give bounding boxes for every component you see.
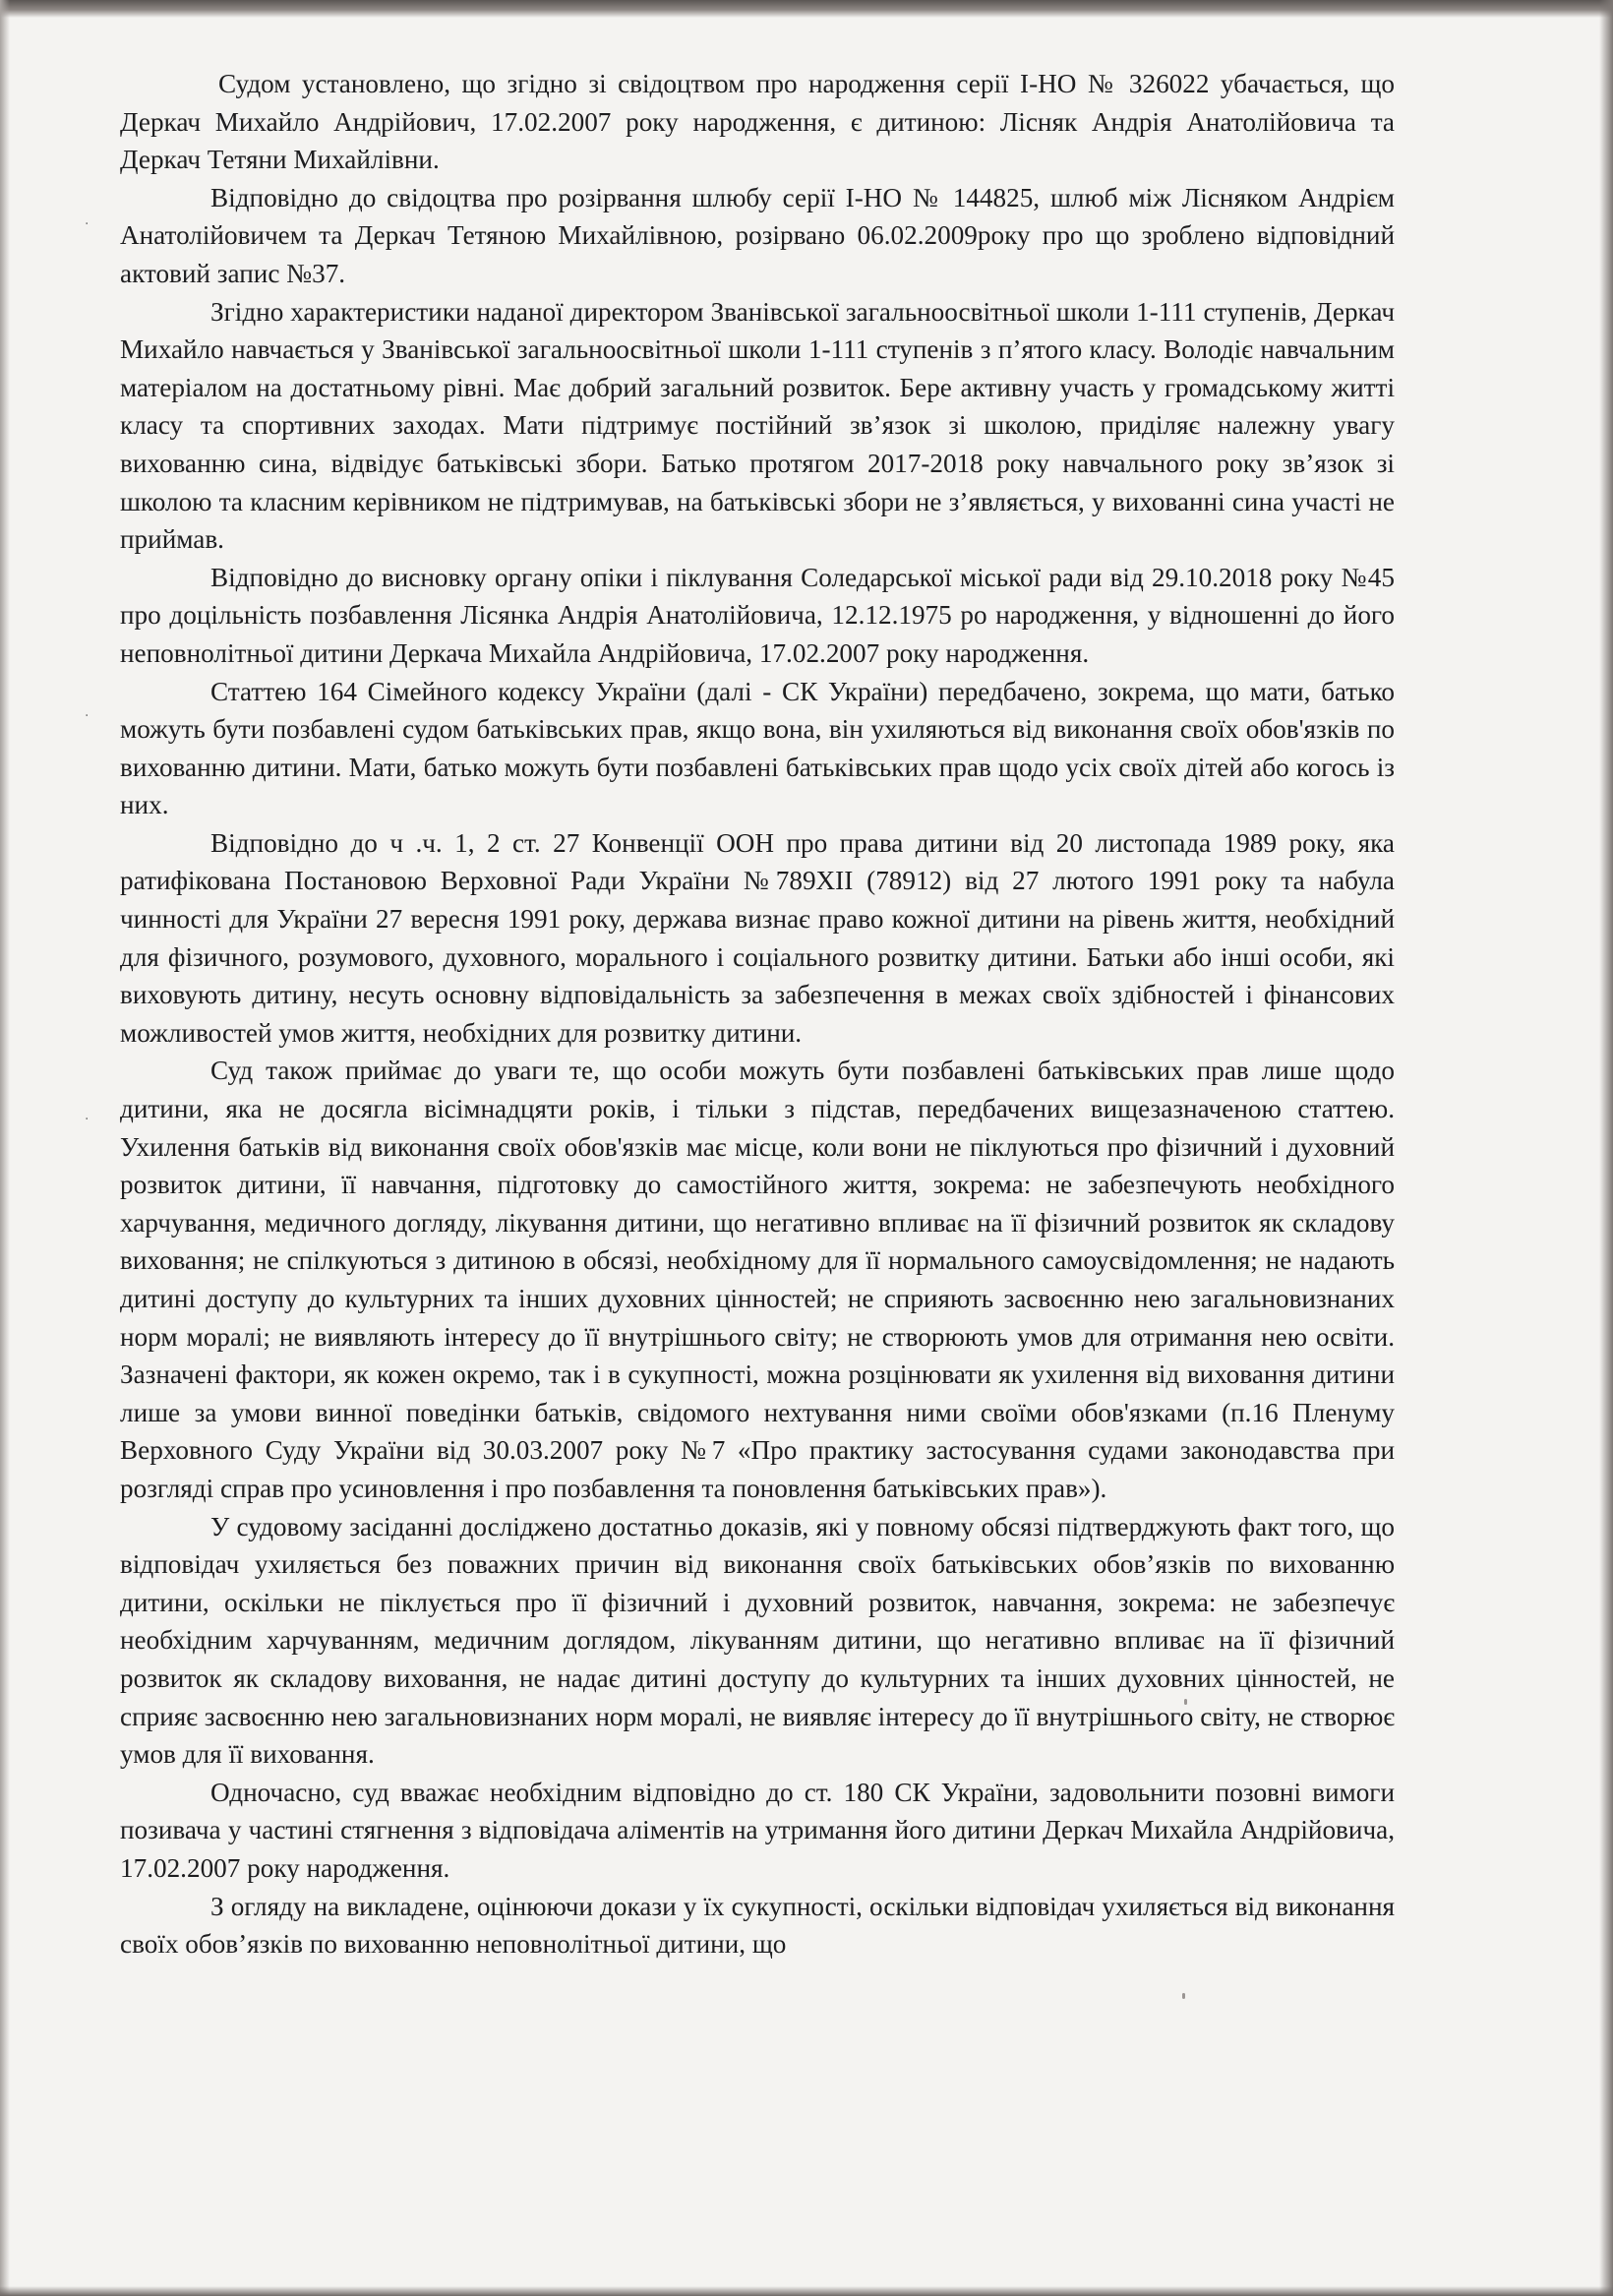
court-decision-text: [120, 65, 1395, 1964]
paragraph: У судовому засіданні досліджено достатньо доказів, які у повному обсязі підтверджують факт того, що відповідач ухиляється без поважних причин від виконання своїх батьківських обов’язків по вихованню дитини, оскільки не піклується про її фізичний і духовний розвиток, навчання, зокрема: не забезпечує необхідним харчуванням, медичним доглядом, лікуванням дитини, що негативно впливає на її фізичний розвиток як складову виховання, не надає дитині доступу до культурних та інших духовних цінностей, не сприяє засвоєнню нею загальновизнаних норм моралі, не виявляє інтересу до її внутрішнього світу, не створює умов для її виховання.: [120, 1511, 1395, 1770]
paragraph: Одночасно, суд вважає необхідним відповідно до ст. 180 СК України, задовольнити позовні вимоги позивача у частині стягнення з відповідача аліментів на утримання його дитини Деркач Михайла Андрійовича, 17.02.2007 року народження.: [120, 1777, 1395, 1883]
scan-speck: [1182, 1993, 1185, 1999]
paragraph: Згідно характеристики наданої директором Званівської загальноосвітньої школи 1-111 ступенів, Деркач Михайло навчається у Званівської загальноосвітньої школи 1-111 ступенів з п’ятого класу. Володіє навчальним матеріалом на достатньому рівні. Має добрий загальний розвиток. Бере активну участь у громадському житті класу та спортивних заходах. Мати підтримує постійний зв’язок зі школою, приділяє належну увагу вихованню сина, відвідує батьківські збори. Батько протягом 2017-2018 року навчального року зв’язок зі школою та класним керівником не підтримував, на батьківські збори не з’являється, у вихованні сина участі не приймав.: [120, 296, 1395, 555]
scan-mark: ·: [85, 1112, 90, 1127]
paragraph: Статтею 164 Сімейного кодексу України (далі - СК України) передбачено, зокрема, що мати, батько можуть бути позбавлені судом батьківських прав, якщо вона, він ухиляються від виконання своїх обов'язків по вихованню дитини. Мати, батько можуть бути позбавлені батьківських прав щодо усіх своїх дітей або когось із них.: [120, 676, 1395, 820]
scan-shadow-bottom: [0, 2286, 1613, 2296]
paragraph: Судом установлено, що згідно зі свідоцтвом про народження серії І-НО № 326022 убачається, що Деркач Михайло Андрійович, 17.02.2007 року народження, є дитиною: Лісняк Андрія Анатолійовича та Деркач Тетяни Михайлівни.: [120, 69, 1395, 175]
scan-mark: ·: [85, 708, 90, 724]
paragraph: Відповідно до ч .ч. 1, 2 ст. 27 Конвенції ООН про права дитини від 20 листопада 1989 року, яка ратифікована Постановою Верховної Ради України №789XII (78912) від 27 лютого 1991 року та набула чинності для України 27 вересня 1991 року, держава визнає право кожної дитини на рівень життя, необхідний для фізичного, розумового, духовного, морального і соціального розвитку дитини. Батьки або інші особи, які виховують дитину, несуть основну відповідальність за забезпечення в межах своїх здібностей і фінансових можливостей умов життя, необхідних для розвитку дитини.: [120, 827, 1395, 1048]
scan-shadow-left: [0, 0, 10, 2296]
scan-shadow-top: [0, 0, 1613, 18]
paragraph: Відповідно до висновку органу опіки і піклування Соледарської міської ради від 29.10.2018 року №45 про доцільність позбавлення Лісянка Андрія Анатолійовича, 12.12.1975 ро народження, у відношенні до його неповнолітньої дитини Деркача Михайла Андрійовича, 17.02.2007 року народження.: [120, 562, 1395, 668]
scan-shadow-right: [1599, 0, 1613, 2296]
scan-mark: ·: [85, 216, 90, 232]
paragraph: Суд також приймає до уваги те, що особи можуть бути позбавлені батьківських прав лише щодо дитини, яка не досягла вісімнадцяти років, і тільки з підстав, передбачених вищезазначеною статтею. Ухилення батьків від виконання своїх обов'язків має місце, коли вони не піклуються про фізичний і духовний розвиток дитини, її навчання, підготовку до самостійного життя, зокрема: не забезпечують необхідного харчування, медичного догляду, лікування дитини, що негативно впливає на її фізичний розвиток як складову виховання; не спілкуються з дитиною в обсязі, необхідному для її нормального самоусвідомлення; не надають дитині доступу до культурних та інших духовних цінностей; не сприяють засвоєнню нею загальновизнаних норм моралі; не виявляють інтересу до її внутрішнього світу; не створюють умов для отримання нею освіти. Зазначені фактори, як кожен окремо, так і в сукупності, можна розцінювати як ухилення від виховання дитини лише за умови винної поведінки батьків, свідомого нехтування ними своїми обов'язками (п.16 Пленуму Верховного Суду України від 30.03.2007 року №7 «Про практику застосування судами законодавства при розгляді справ про усиновлення і про позбавлення та поновлення батьківських прав»).: [120, 1056, 1395, 1503]
paragraph: Відповідно до свідоцтва про розірвання шлюбу серії І-НО № 144825, шлюб між Лісняком Андрієм Анатолійовичем та Деркач Тетяною Михайлівною, розірвано 06.02.2009року про що зроблено відповідний актовий запис №37.: [120, 182, 1395, 288]
paragraph: З огляду на викладене, оцінюючи докази у їх сукупності, оскільки відповідач ухиляється від виконання своїх обов’язків по вихованню неповнолітньої дитини, що: [120, 1891, 1395, 1960]
